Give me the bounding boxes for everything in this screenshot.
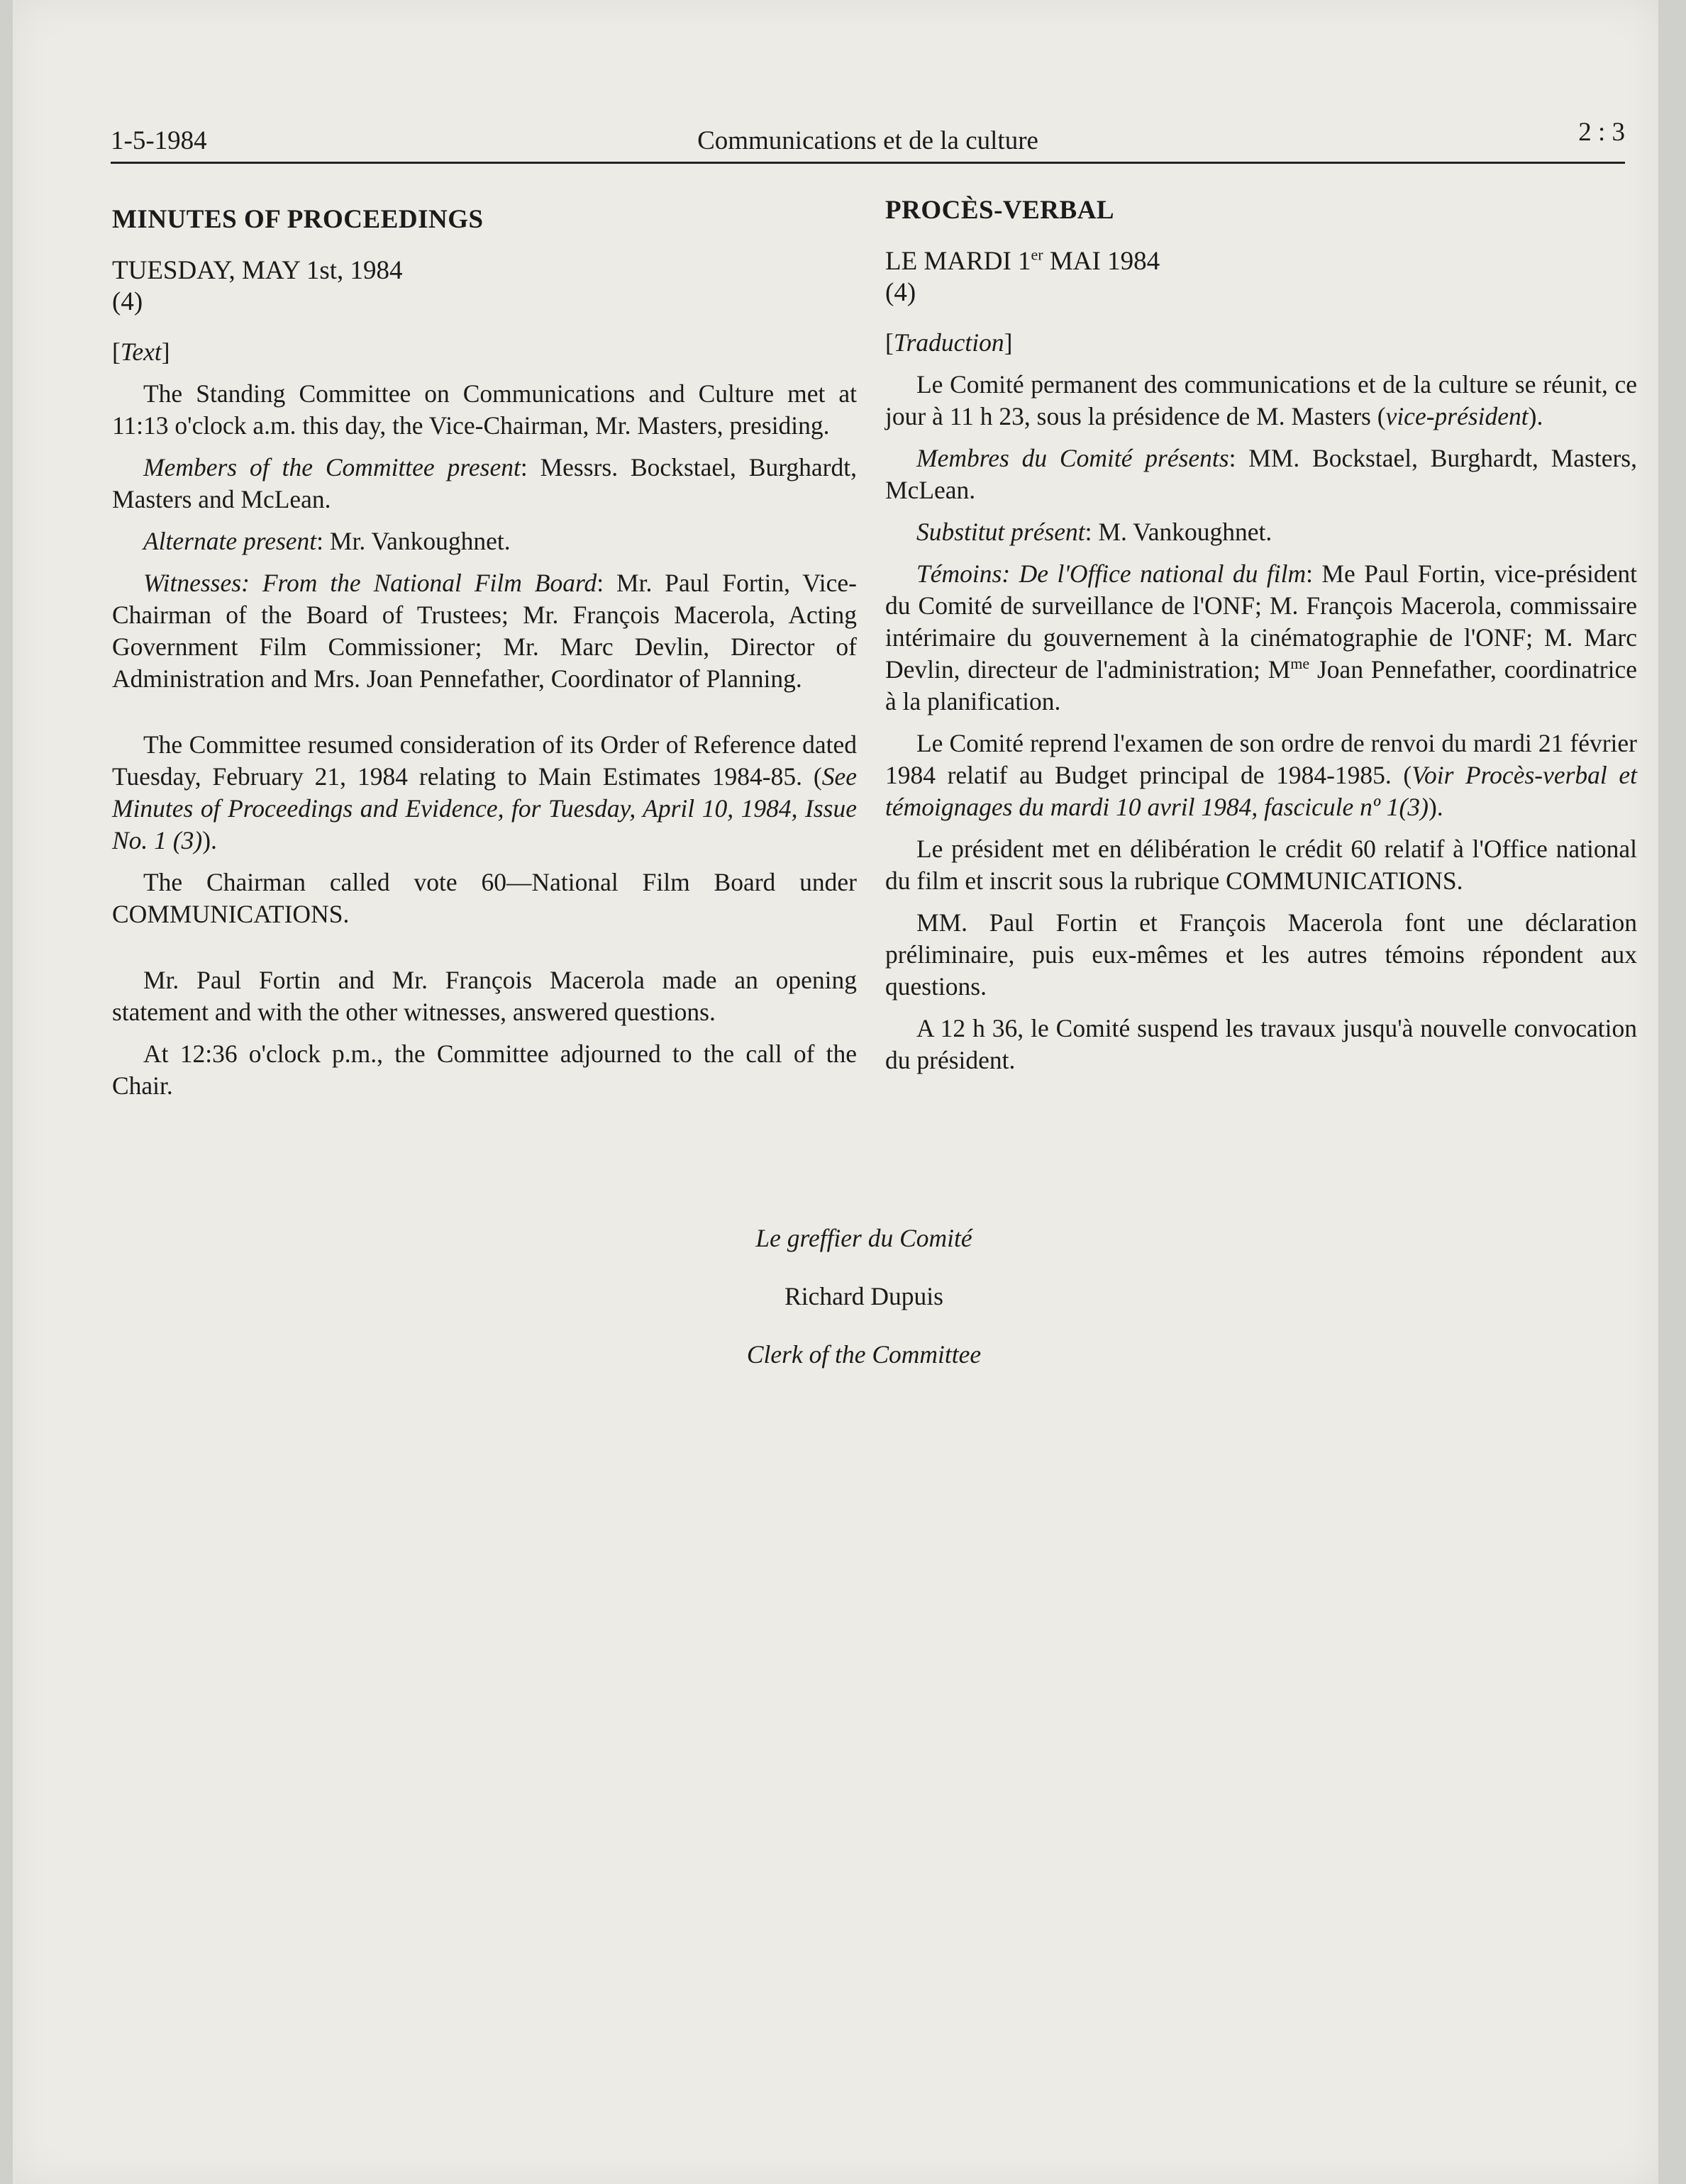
clerk-english-title: Clerk of the Committee [746,1340,982,1369]
document-page [13,0,1658,2184]
english-witnesses: Witnesses: From the National Film Board: Mr. Paul Fortin, Vice-Chairman of the Board of Trustees; Mr. François Macerola, Acting Government Film Commissioner; Mr. Marc Devlin, Director of Administration and Mrs. Joan Pennefather, Coordinator of Planning. [112,569,857,693]
french-language-tag: [Traduction] [885,328,1013,357]
english-column [112,195,857,1112]
clerk-french-title: Le greffier du Comité [755,1224,972,1252]
french-witnesses: Témoins: De l'Office national du film: Me Paul Fortin, vice-président du Comité de surveillance de l'ONF; M. François Macerola, commissaire intérimaire du gouvernement à la cinématographie de l'ONF; M. Marc Devlin, directeur de l'administration; $M^{me}$ Joan Pennefather, coordinatrice à la planification. [885,559,1637,715]
english-alternate-present: Alternate present: Mr. Vankoughnet. [143,527,511,555]
french-meeting-number: (4) [885,278,916,307]
french-adjournment: A 12 h 36, le Comité suspend les travaux jusqu'à nouvelle convocation du président. [885,1014,1637,1074]
english-meeting-number: (4) [112,287,143,316]
english-meeting-date: TUESDAY, MAY 1st, 1984 [112,256,403,285]
header-date: 1-5-1984 [111,126,207,155]
english-heading: MINUTES OF PROCEEDINGS [112,205,484,234]
french-meeting-date: LE MARDI 1er MAI 1984 [885,245,1160,276]
english-members-present: Members of the Committee present: Messrs. Bockstael, Burghardt, Masters and McLean. [112,453,857,513]
english-order-of-reference: The Committee resumed consideration of its Order of Reference dated Tuesday, February 21, 1984 relating to Main Estimates 1984-85. (See Minutes of Proceedings and Evidence, for Tuesday, April 10, 1984, Issue No. 1 (3)). [112,730,857,854]
header-page-number: 2 : 3 [1578,118,1625,147]
english-opening-paragraph: The Standing Committee on Communications and Culture met at 11:13 o'clock a.m. this day, the Vice-Chairman, Mr. Masters, presiding. [112,379,857,440]
french-substitute-present: Substitut présent: M. Vankoughnet. [916,518,1272,546]
running-header [111,112,1625,164]
french-column [885,186,1637,1086]
french-members-present: Membres du Comité présents: MM. Bockstael, Burghardt, Masters, McLean. [885,444,1638,504]
french-order-of-reference: Le Comité reprend l'examen de son ordre de renvoi du mardi 21 février 1984 relatif au Budget principal de 1984-1985. (Voir Procès-verbal et témoignages du mardi 10 avril 1984, fascicule nº 1(3)). [885,729,1637,821]
english-adjournment: At 12:36 o'clock p.m., the Committee adjourned to the call of the Chair. [112,1040,857,1100]
french-heading: PROCÈS-VERBAL [885,196,1115,225]
french-opening-statement: MM. Paul Fortin et François Macerola font une déclaration préliminaire, puis eux-mêmes et les autres témoins répondent aux questions. [885,908,1637,1001]
english-vote-called: The Chairman called vote 60—National Film Board under COMMUNICATIONS. [112,868,857,928]
english-language-tag: [Text] [112,338,170,366]
french-opening-paragraph: Le Comité permanent des communications et de la culture se réunit, ce jour à 11 h 23, sous la présidence de M. Masters (vice-président). [885,370,1637,430]
clerk-signature-block [509,1223,1219,1398]
english-opening-statement: Mr. Paul Fortin and Mr. François Macerola made an opening statement and with the other witnesses, answered questions. [112,966,857,1026]
french-vote-called: Le président met en délibération le crédit 60 relatif à l'Office national du film et inscrit sous la rubrique COMMUNICATIONS. [885,835,1637,895]
header-title: Communications et de la culture [697,126,1038,155]
clerk-name: Richard Dupuis [784,1282,943,1310]
